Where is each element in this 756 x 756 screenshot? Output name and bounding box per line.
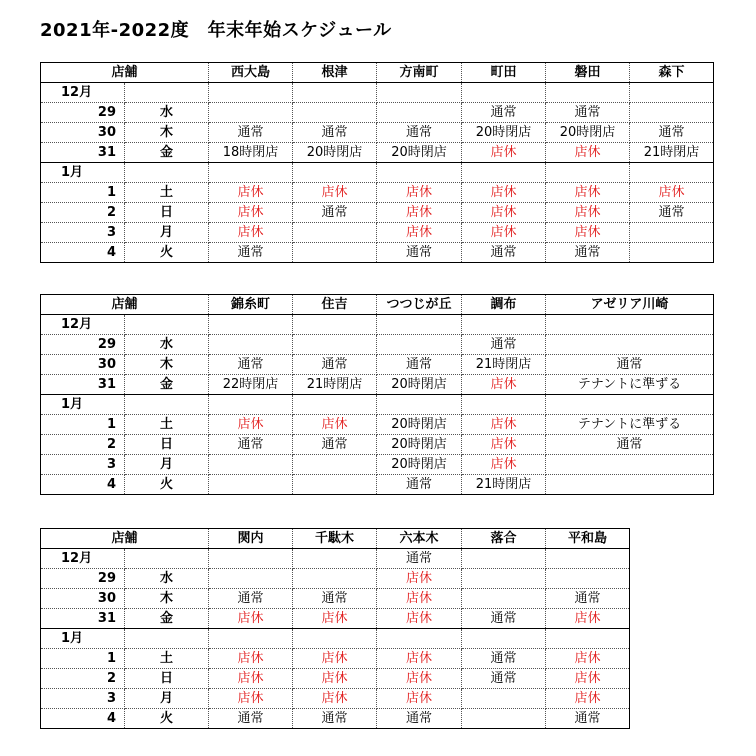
store-header: 住吉 (293, 295, 377, 315)
schedule-cell (293, 475, 377, 495)
day-row (41, 375, 714, 395)
schedule-cell: 店休 (293, 183, 377, 203)
weekday: 木 (125, 355, 209, 375)
schedule-cell: 通常 (377, 709, 462, 729)
schedule-table-3 (40, 528, 630, 729)
schedule-cell: 店休 (293, 649, 377, 669)
weekday: 水 (125, 335, 209, 355)
schedule-cell: 店休 (546, 649, 630, 669)
weekday: 土 (125, 649, 209, 669)
schedule-cell: 通常 (209, 589, 293, 609)
weekday: 水 (125, 569, 209, 589)
schedule-cell: 通常 (293, 123, 377, 143)
schedule-cell (293, 103, 377, 123)
weekday: 日 (125, 435, 209, 455)
schedule-cell (546, 455, 714, 475)
schedule-cell (293, 335, 377, 355)
store-header: 平和島 (546, 529, 630, 549)
schedule-cell: 20時閉店 (377, 375, 462, 395)
store-header: 町田 (462, 63, 546, 83)
schedule-cell: 店休 (462, 203, 546, 223)
schedule-cell: 店休 (377, 609, 462, 629)
store-label: 店舗 (41, 529, 209, 549)
schedule-cell: 店休 (209, 415, 293, 435)
schedule-cell: 店休 (209, 203, 293, 223)
schedule-cell (209, 103, 293, 123)
schedule-cell: 店休 (462, 435, 546, 455)
schedule-cell (293, 455, 377, 475)
schedule-cell: 通常 (293, 203, 377, 223)
schedule-cell: 店休 (546, 143, 630, 163)
schedule-cell: 店休 (546, 669, 630, 689)
schedule-cell: 通常 (546, 435, 714, 455)
schedule-cell (630, 103, 714, 123)
store-header: 方南町 (377, 63, 462, 83)
schedule-cell: 店休 (377, 649, 462, 669)
schedule-cell: 21時閉店 (293, 375, 377, 395)
schedule-cell: 通常 (377, 355, 462, 375)
schedule-cell: 通常 (462, 335, 546, 355)
schedule-cell: 通常 (462, 669, 546, 689)
schedule-cell: 店休 (377, 569, 462, 589)
day-row (41, 709, 630, 729)
schedule-cell: 通常 (209, 355, 293, 375)
schedule-cell (630, 223, 714, 243)
day-row (41, 435, 714, 455)
schedule-cell (293, 223, 377, 243)
day-row (41, 123, 714, 143)
schedule-cell: 店休 (546, 609, 630, 629)
schedule-cell (377, 335, 462, 355)
schedule-cell (546, 335, 714, 355)
schedule-cell: 店休 (377, 689, 462, 709)
header-row (41, 529, 630, 549)
day-number: 29 (41, 103, 125, 123)
schedule-cell: 通常 (546, 709, 630, 729)
schedule-cell: 店休 (462, 143, 546, 163)
weekday: 金 (125, 609, 209, 629)
schedule-cell: 通常 (462, 649, 546, 669)
day-row (41, 649, 630, 669)
schedule-cell: 20時閉店 (377, 435, 462, 455)
store-header: 磐田 (546, 63, 630, 83)
day-row (41, 183, 714, 203)
month-row (41, 395, 714, 415)
schedule-table-1 (40, 62, 714, 263)
store-label: 店舗 (41, 63, 209, 83)
schedule-cell: 通常 (209, 435, 293, 455)
weekday: 月 (125, 455, 209, 475)
weekday: 日 (125, 669, 209, 689)
month-label: 1月 (41, 629, 125, 649)
store-header: 調布 (462, 295, 546, 315)
day-number: 1 (41, 415, 125, 435)
schedule-cell: 20時閉店 (377, 455, 462, 475)
schedule-cell: テナントに準ずる (546, 415, 714, 435)
schedule-cell: 22時閉店 (209, 375, 293, 395)
schedule-cell: 店休 (630, 183, 714, 203)
schedule-cell: 通常 (293, 709, 377, 729)
weekday: 土 (125, 183, 209, 203)
schedule-cell: 店休 (546, 689, 630, 709)
day-number: 3 (41, 223, 125, 243)
weekday: 木 (125, 123, 209, 143)
schedule-cell (209, 335, 293, 355)
schedule-cell: 20時閉店 (462, 123, 546, 143)
weekday: 水 (125, 103, 209, 123)
month-row (41, 83, 714, 103)
day-number: 31 (41, 609, 125, 629)
store-header: 関内 (209, 529, 293, 549)
schedule-cell: 通常 (209, 243, 293, 263)
schedule-cell (377, 103, 462, 123)
schedule-cell (293, 549, 377, 569)
day-number: 29 (41, 569, 125, 589)
schedule-cell: 20時閉店 (377, 143, 462, 163)
schedule-cell: 店休 (377, 223, 462, 243)
schedule-cell: 店休 (293, 415, 377, 435)
store-header: 根津 (293, 63, 377, 83)
weekday: 金 (125, 375, 209, 395)
day-number: 31 (41, 375, 125, 395)
schedule-cell: 店休 (546, 203, 630, 223)
day-row (41, 475, 714, 495)
day-number: 1 (41, 649, 125, 669)
month-row (41, 629, 630, 649)
schedule-cell (462, 709, 546, 729)
day-row (41, 609, 630, 629)
day-number: 4 (41, 243, 125, 263)
schedule-cell: 店休 (462, 455, 546, 475)
schedule-cell (293, 243, 377, 263)
day-row (41, 355, 714, 375)
day-number: 29 (41, 335, 125, 355)
day-row (41, 589, 630, 609)
day-row (41, 415, 714, 435)
store-header: 落合 (462, 529, 546, 549)
schedule-cell: 店休 (209, 689, 293, 709)
schedule-cell: 通常 (462, 243, 546, 263)
month-label: 12月 (41, 549, 125, 569)
weekday: 土 (125, 415, 209, 435)
schedule-table-2 (40, 294, 714, 495)
weekday: 月 (125, 223, 209, 243)
schedule-cell: 20時閉店 (377, 415, 462, 435)
store-header: つつじが丘 (377, 295, 462, 315)
day-number: 2 (41, 435, 125, 455)
schedule-cell: 店休 (462, 415, 546, 435)
schedule-cell: 通常 (462, 103, 546, 123)
day-number: 31 (41, 143, 125, 163)
day-row (41, 103, 714, 123)
day-row (41, 689, 630, 709)
weekday: 火 (125, 243, 209, 263)
month-row (41, 549, 630, 569)
schedule-cell (377, 629, 462, 649)
schedule-cell: 通常 (546, 243, 630, 263)
month-label: 12月 (41, 83, 125, 103)
header-row (41, 63, 714, 83)
schedule-cell (462, 689, 546, 709)
schedule-cell: 通常 (630, 203, 714, 223)
schedule-cell (462, 629, 546, 649)
schedule-cell: 店休 (462, 183, 546, 203)
month-label: 1月 (41, 395, 125, 415)
weekday: 金 (125, 143, 209, 163)
schedule-cell (546, 475, 714, 495)
schedule-cell: 通常 (209, 123, 293, 143)
schedule-cell: 20時閉店 (293, 143, 377, 163)
day-row (41, 569, 630, 589)
day-row (41, 203, 714, 223)
store-header: 錦糸町 (209, 295, 293, 315)
schedule-cell: 18時閉店 (209, 143, 293, 163)
schedule-cell: 通常 (377, 243, 462, 263)
schedule-cell: 店休 (209, 183, 293, 203)
schedule-cell: 通常 (546, 103, 630, 123)
month-label: 1月 (41, 163, 125, 183)
day-number: 3 (41, 689, 125, 709)
schedule-cell (546, 629, 630, 649)
weekday: 木 (125, 589, 209, 609)
schedule-cell (630, 243, 714, 263)
day-row (41, 455, 714, 475)
schedule-cell (462, 569, 546, 589)
schedule-cell: 21時閉店 (462, 355, 546, 375)
schedule-cell: 21時閉店 (630, 143, 714, 163)
day-number: 2 (41, 203, 125, 223)
schedule-cell: 店休 (209, 609, 293, 629)
schedule-cell (293, 629, 377, 649)
schedule-cell (209, 549, 293, 569)
weekday: 火 (125, 475, 209, 495)
schedule-cell: 20時閉店 (546, 123, 630, 143)
schedule-cell: 店休 (209, 649, 293, 669)
schedule-cell (462, 549, 546, 569)
day-row (41, 143, 714, 163)
schedule-cell: 店休 (377, 669, 462, 689)
schedule-cell: 通常 (630, 123, 714, 143)
schedule-cell (546, 549, 630, 569)
month-row (41, 315, 714, 335)
day-row (41, 335, 714, 355)
month-label: 12月 (41, 315, 125, 335)
schedule-cell: 店休 (546, 223, 630, 243)
schedule-cell: 店休 (209, 669, 293, 689)
schedule-cell: 店休 (546, 183, 630, 203)
schedule-cell (209, 455, 293, 475)
schedule-cell: 店休 (293, 609, 377, 629)
schedule-cell: 通常 (462, 609, 546, 629)
schedule-cell: 通常 (293, 355, 377, 375)
weekday: 火 (125, 709, 209, 729)
schedule-cell (462, 589, 546, 609)
schedule-cell: 通常 (377, 123, 462, 143)
month-row (41, 163, 714, 183)
schedule-cell (293, 569, 377, 589)
schedule-cell: 店休 (462, 223, 546, 243)
day-number: 30 (41, 589, 125, 609)
schedule-cell: 通常 (546, 589, 630, 609)
schedule-cell: 店休 (209, 223, 293, 243)
schedule-cell: 通常 (293, 589, 377, 609)
schedule-cell: 通常 (546, 355, 714, 375)
day-number: 3 (41, 455, 125, 475)
day-row (41, 669, 630, 689)
schedule-cell: 通常 (377, 475, 462, 495)
store-label: 店舗 (41, 295, 209, 315)
day-row (41, 243, 714, 263)
schedule-cell (546, 569, 630, 589)
store-header: 西大島 (209, 63, 293, 83)
store-header: 六本木 (377, 529, 462, 549)
day-number: 4 (41, 709, 125, 729)
day-number: 2 (41, 669, 125, 689)
schedule-cell: 21時閉店 (462, 475, 546, 495)
day-number: 30 (41, 123, 125, 143)
page-title: 2021年-2022度 年末年始スケジュール (40, 20, 392, 41)
schedule-cell: 通常 (209, 709, 293, 729)
schedule-cell (209, 475, 293, 495)
schedule-cell: 店休 (293, 689, 377, 709)
day-row (41, 223, 714, 243)
schedule-cell: 通常 (293, 435, 377, 455)
day-number: 30 (41, 355, 125, 375)
schedule-cell: テナントに準ずる (546, 375, 714, 395)
weekday: 月 (125, 689, 209, 709)
store-header: 千駄木 (293, 529, 377, 549)
schedule-cell: 店休 (462, 375, 546, 395)
schedule-cell (209, 629, 293, 649)
schedule-cell (209, 569, 293, 589)
store-header: アゼリア川崎 (546, 295, 714, 315)
day-number: 1 (41, 183, 125, 203)
schedule-cell: 店休 (293, 669, 377, 689)
day-number: 4 (41, 475, 125, 495)
schedule-cell: 通常 (377, 549, 462, 569)
schedule-cell: 店休 (377, 589, 462, 609)
weekday: 日 (125, 203, 209, 223)
schedule-cell: 店休 (377, 183, 462, 203)
store-header: 森下 (630, 63, 714, 83)
header-row (41, 295, 714, 315)
schedule-cell: 店休 (377, 203, 462, 223)
